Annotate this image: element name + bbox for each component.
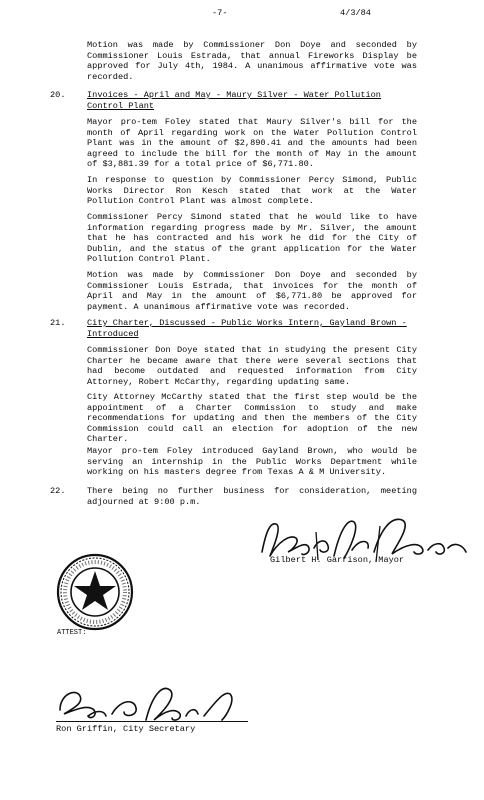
item-title-city-charter: City Charter, Discussed - Public Works Intern, Gayland Brown - Introduced — [87, 318, 407, 339]
paragraph-plant-progress: In response to question by Commissioner Percy Simond, Public Works Director Ron Kesch stated that work at the Water Pollution Control Plant was almost complete. — [87, 175, 417, 207]
meeting-date: 4/3/84 — [340, 8, 371, 18]
signature-line — [56, 721, 248, 722]
paragraph-invoice-motion: Motion was made by Commissioner Don Doye and seconded by Commissioner Louis Estrada, that invoices for the month of April and May in the amount of $6,771.80 be approved for payment. A unanimous affirmative vote was recorded. — [87, 270, 417, 312]
mayor-signature-label: Gilbert H. Garrison, Mayor — [270, 555, 405, 565]
paragraph-silver-bill: Mayor pro-tem Foley stated that Maury Silver's bill for the month of April regarding work on the Water Pollution Control Plant was in the amount of $2,890.41 and the amounts had been agreed to include the bill for the month of May in the amount of $3,881.39 for a total price of $6,771.80. — [87, 117, 417, 170]
page-header — [0, 8, 484, 20]
paragraph-fireworks-motion: Motion was made by Commissioner Don Doye and seconded by Commissioner Louis Estrada, that annual Fireworks Display be approved for July 4th, 1984. A unanimous affirmative vote was recorded. — [87, 40, 417, 82]
city-seal-image — [56, 553, 134, 631]
item-number-20: 20. — [50, 90, 66, 100]
city-secretary-label: Ron Griffin, City Secretary — [56, 724, 196, 734]
attest-label: ATTEST: — [57, 629, 87, 637]
item-number-21: 21. — [50, 318, 66, 328]
paragraph-charter-study: Commissioner Don Doye stated that in studying the present City Charter he became aware that there were several sections that had become outdated and requested information from City Attorney, Robert McCarthy, regarding updating same. — [87, 345, 417, 387]
paragraph-adjournment: There being no further business for consideration, meeting adjourned at 9:00 p.m. — [87, 486, 417, 507]
item-number-22: 22. — [50, 486, 66, 496]
paragraph-charter-commission: City Attorney McCarthy stated that the first step would be the appointment of a Charter Commission to study and make recommendations for updating and then the members of the City Commission could call an election for adoption of the new Charter. — [87, 392, 417, 445]
paragraph-intern-intro: Mayor pro-tem Foley introduced Gayland Brown, who would be serving an internship in the Public Works Department while working on his masters degree from Texas A & M University. — [87, 446, 417, 478]
paragraph-simond-request: Commissioner Percy Simond stated that he would like to have information regarding progress made by Mr. Silver, the amount that he has contracted and his work he did for the City of Dublin, and the status of the grant application for the Water Pollution Control Plant. — [87, 212, 417, 265]
item-title-invoices: Invoices - April and May - Maury Silver - Water Pollution Control Plant — [87, 90, 381, 111]
page-number: -7- — [212, 8, 228, 18]
city-secretary-signature-image — [54, 680, 254, 730]
